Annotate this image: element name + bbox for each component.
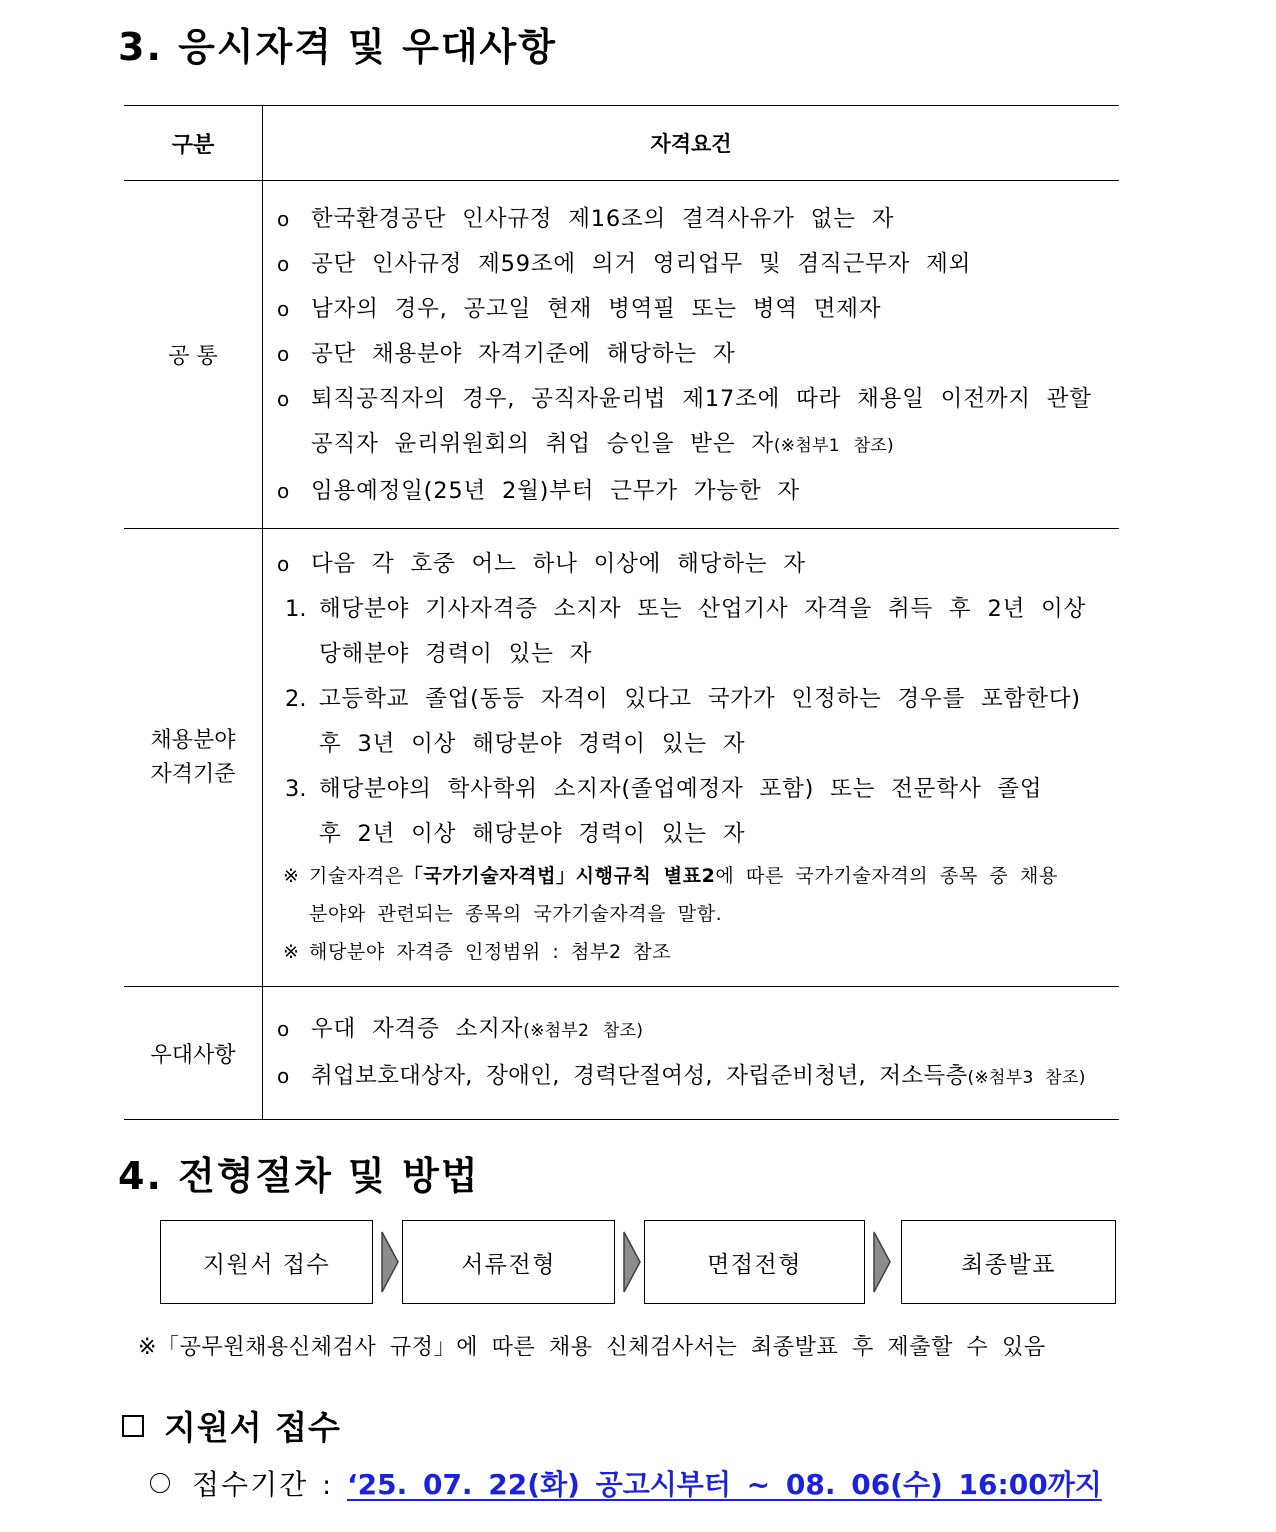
note-technical-qualification: ※ 기술자격은「국가기술자격법」시행규칙 별표2에 따른 국가기술자격의 종목 중 채용 [283,865,1058,887]
list-item: o 한국환경공단 인사규정 제16조의 결격사유가 없는 자 [277,197,1109,242]
bullet-icon: o [277,342,290,366]
list-item: o 공단 인사규정 제59조에 의거 영리업무 및 겸직근무자 제외 [277,242,1109,287]
list-item: o 퇴직공직자의 경우, 공직자윤리법 제17조에 따라 채용일 이전까지 관할 [277,377,1109,422]
numbered-item: 2. 고등학교 졸업(동등 자격이 있다고 국가가 인정하는 경우를 포함한다) [285,686,1081,712]
note-certificate-range: ※ 해당분야 자격증 인정범위 : 첨부2 참조 [283,941,672,963]
step-final-announcement: 최종발표 [901,1220,1116,1304]
list-item: o 취업보호대상자, 장애인, 경력단절여성, 자립준비청년, 저소득층(※첨부3 참조) [277,1054,1109,1101]
numbered-item: 3. 해당분야의 학사학위 소지자(졸업예정자 포함) 또는 전문학사 졸업 [285,776,1043,802]
reference-note: (※첨부2 참조) [523,1021,644,1041]
arrow-right-icon [381,1231,399,1293]
header-requirements: 자격요건 [263,106,1120,181]
reference-note: (※첨부3 참조) [967,1068,1086,1088]
row-common [124,181,1119,529]
list-item: o 남자의 경우, 공고일 현재 병역필 또는 병역 면제자 [277,287,1109,332]
header-category: 구분 [124,106,263,181]
bullet-icon: o [277,387,290,411]
bullet-icon: o [277,207,290,231]
bullet-icon: o [277,252,290,276]
application-heading: 지원서 접수 [122,1402,341,1449]
list-item: o 우대 자격증 소지자(※첨부2 참조) [277,1007,1109,1054]
row-field-criteria: 채용분야 자격기준 o 다음 각 호중 어느 하나 이상에 해당하는 자 1. 해당분야 기사자격증 소지자 또는 산업기사 자격을 취득 후 2년 이상 당해분야 경력이 있는 자 2. 고등학교 졸업(동등 자격이 있다고 국가가 인정하는 경우를 포함한다) 후 3년 이상 해당분야 경력이 있는 자 3. 해당분야의 학사학위 소지자(졸업예정자 포함) 또는 전문학사 졸업 후 2년 이상 해당분야 경력이 있는 자 ※ 기술자격은「국가기술자격법」시행규칙 별표2에 따른 국가기술자격의 종목 중 채용 분야와 관련되는 종목의 국가기술자격을 말함. ※ 해당분야 자격증 인정범위 : 첨부2 참조 [124,529,1119,987]
arrow-right-icon [873,1231,891,1293]
numbered-item: 1. 해당분야 기사자격증 소지자 또는 산업기사 자격을 취득 후 2년 이상 [285,596,1087,622]
bullet-icon: o [277,1017,290,1041]
bullet-icon: o [277,552,290,576]
step-interview: 면접전형 [644,1220,865,1304]
label-preference: 우대사항 [124,987,263,1120]
qualification-table [124,105,1119,1120]
bullet-icon: o [277,297,290,321]
step-application: 지원서 접수 [160,1220,373,1304]
application-period: 접수기간 : ‘25. 07. 22(화) 공고시부터 ~ 08. 06(수) 16:00까지 [150,1463,1102,1503]
period-label: 접수기간 [192,1468,309,1501]
checkbox-square-icon [122,1415,144,1437]
period-value: ‘25. 07. 22(화) 공고시부터 ~ 08. 06(수) 16:00까지 [346,1468,1102,1501]
table-header-row [124,106,1119,181]
section4-title: 4. 전형절차 및 방법 [118,1154,480,1198]
label-common: 공 통 [124,181,263,529]
list-item: o 임용예정일(25년 2월)부터 근무가 가능한 자 [277,469,1109,514]
arrow-right-icon [623,1231,641,1293]
bullet-icon: o [277,479,290,503]
reference-note: (※첨부1 참조) [773,436,894,456]
list-item-continuation: 공직자 윤리위원회의 취업 승인을 받은 자(※첨부1 참조) [311,431,894,457]
circle-bullet-icon [150,1473,170,1493]
section3-title: 3. 응시자격 및 우대사항 [118,25,557,69]
list-item: o 다음 각 호중 어느 하나 이상에 해당하는 자 [277,542,1109,587]
row-preference [124,987,1119,1120]
health-check-note: ※「공무원채용신체검사 규정」에 따른 채용 신체검사서는 최종발표 후 제출할 수 있음 [138,1335,1046,1360]
label-field-criteria: 채용분야 자격기준 [124,529,263,987]
step-document-screening: 서류전형 [402,1220,615,1304]
bullet-icon: o [277,1064,290,1088]
list-item: o 공단 채용분야 자격기준에 해당하는 자 [277,332,1109,377]
